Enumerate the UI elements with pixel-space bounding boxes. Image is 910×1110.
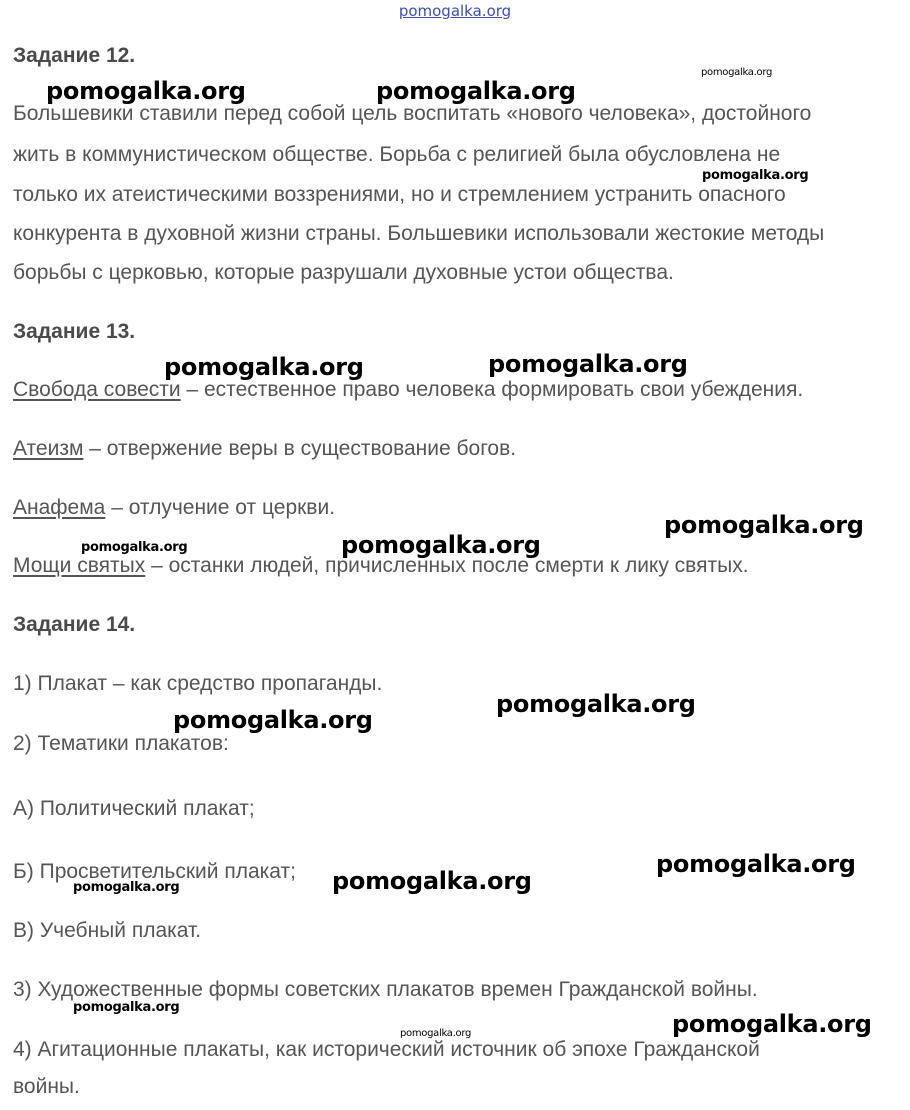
task-12-line-2: жить в коммунистическом обществе. Борьба с религией была обусловлена не <box>13 143 781 166</box>
task-12-line-3: только их атеистическими воззрениями, но и стремлением устранить опасного <box>13 183 786 206</box>
task-14-line-2: 2) Тематики плакатов: <box>13 732 229 755</box>
watermark: pomogalka.org <box>81 540 188 555</box>
task-14-line-3: А) Политический плакат; <box>13 797 255 820</box>
task-14-line-4: Б) Просветительский плакат; <box>13 860 296 883</box>
watermark: pomogalka.org <box>46 77 246 105</box>
site-header-link[interactable]: pomogalka.org <box>398 2 512 20</box>
task-14-line-8: войны. <box>13 1075 80 1098</box>
task-12-heading: Задание 12. <box>13 44 136 67</box>
task-14-line-1: 1) Плакат – как средство пропаганды. <box>13 672 383 695</box>
watermark: pomogalka.org <box>164 353 364 381</box>
definition-text: – останки людей, причисленных после смерти к лику святых. <box>145 554 749 577</box>
watermark: pomogalka.org <box>400 1028 472 1039</box>
definition-atheism <box>13 436 516 462</box>
task-13-heading: Задание 13. <box>13 320 136 343</box>
term-freedom-of-conscience: Свобода совести <box>13 378 181 401</box>
task-14-line-6: 3) Художественные формы советских плакатов времен Гражданской войны. <box>13 978 758 1001</box>
watermark: pomogalka.org <box>702 168 809 183</box>
definition-anathema <box>13 495 335 521</box>
watermark: pomogalka.org <box>664 511 864 539</box>
term-atheism: Атеизм <box>13 437 84 460</box>
watermark: pomogalka.org <box>701 67 773 78</box>
watermark: pomogalka.org <box>656 850 856 878</box>
task-14-line-5: В) Учебный плакат. <box>13 919 202 942</box>
task-12-line-4: конкурента в духовной жизни страны. Большевики использовали жестокие методы <box>13 222 825 245</box>
watermark: pomogalka.org <box>496 690 696 718</box>
definition-freedom-of-conscience <box>13 377 803 403</box>
watermark: pomogalka.org <box>488 350 688 378</box>
watermark: pomogalka.org <box>332 867 532 895</box>
watermark: pomogalka.org <box>73 880 180 895</box>
task-12-line-5: борьбы с церковью, которые разрушали духовные устои общества. <box>13 261 674 284</box>
watermark: pomogalka.org <box>173 706 373 734</box>
watermark: pomogalka.org <box>376 77 576 105</box>
task-14-heading: Задание 14. <box>13 613 136 636</box>
watermark: pomogalka.org <box>341 531 541 559</box>
task-14-line-7: 4) Агитационные плакаты, как исторический источник об эпохе Гражданской <box>13 1038 760 1061</box>
definition-text: – отвержение веры в существование богов. <box>83 437 517 460</box>
term-holy-relics: Мощи святых <box>13 554 146 577</box>
watermark: pomogalka.org <box>672 1010 872 1038</box>
watermark: pomogalka.org <box>73 1000 180 1015</box>
term-anathema: Анафема <box>13 496 106 519</box>
task-12-line-1: Большевики ставили перед собой цель воспитать «нового человека», достойного <box>13 102 812 125</box>
definition-text: – отлучение от церкви. <box>105 496 336 519</box>
definition-text: – естественное право человека формировать свои убеждения. <box>180 378 804 401</box>
